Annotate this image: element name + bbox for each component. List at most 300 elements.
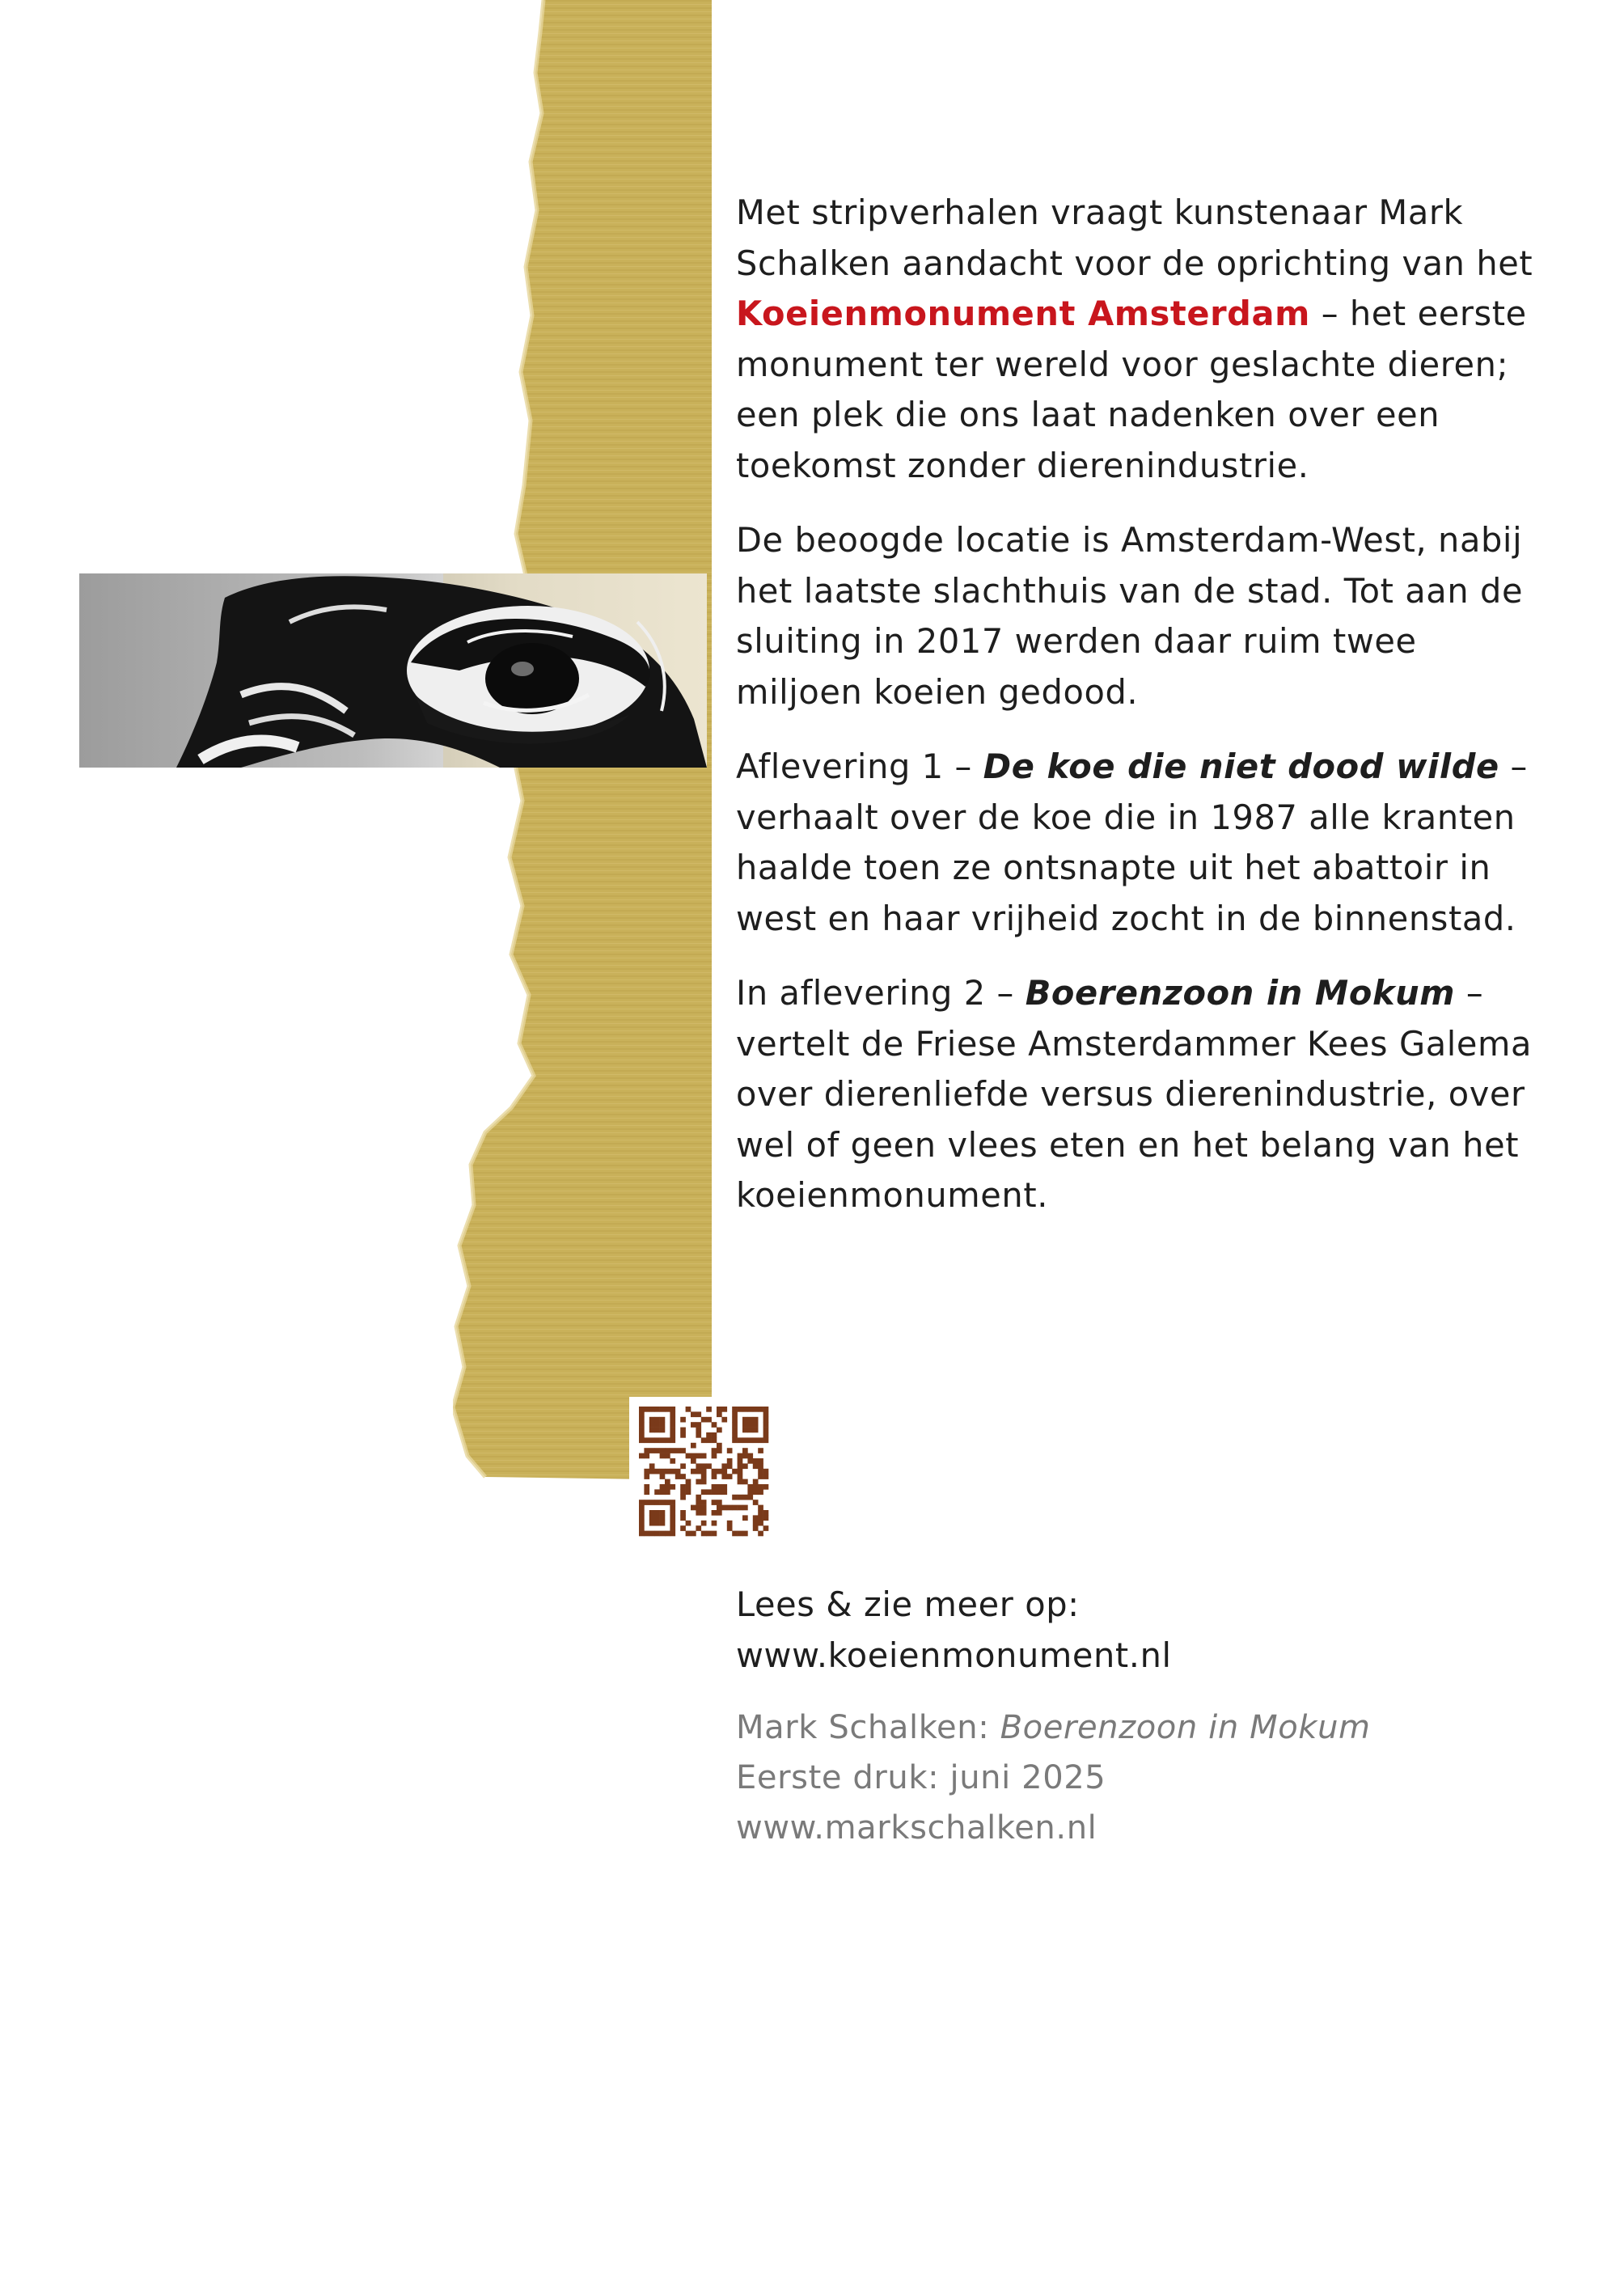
qr-module	[758, 1510, 763, 1516]
qr-module	[649, 1428, 655, 1433]
qr-module	[660, 1521, 666, 1526]
qr-module	[763, 1432, 769, 1438]
qr-module	[665, 1531, 670, 1537]
qr-module	[717, 1407, 722, 1412]
qr-module	[732, 1495, 738, 1500]
qr-module	[660, 1422, 666, 1428]
qr-module	[701, 1437, 707, 1443]
qr-module	[717, 1489, 722, 1495]
qr-module	[696, 1428, 701, 1433]
episode-2-paragraph	[736, 968, 1545, 1221]
more-label: Lees & zie meer op:	[736, 1584, 1080, 1624]
qr-module	[660, 1484, 666, 1490]
qr-module	[649, 1422, 655, 1428]
episode-2-text: – vertelt de Friese Amsterdammer Kees Galema over dierenliefde versus dierenindustrie, over wel of geen vlees eten en het belang van het koeienmonument.	[736, 973, 1533, 1215]
qr-module	[717, 1411, 722, 1417]
qr-module	[691, 1443, 696, 1449]
qr-module	[686, 1407, 691, 1412]
qr-module	[696, 1411, 701, 1417]
episode-1-lead: Aflevering 1 –	[736, 747, 983, 786]
qr-module	[680, 1515, 686, 1521]
qr-module	[758, 1505, 763, 1511]
qr-module	[732, 1469, 738, 1474]
qr-module	[639, 1531, 645, 1537]
qr-module	[660, 1474, 666, 1479]
qr-module	[732, 1422, 738, 1428]
qr-code[interactable]	[629, 1397, 778, 1546]
qr-module	[691, 1469, 696, 1474]
qr-module	[639, 1510, 645, 1516]
qr-module	[665, 1407, 670, 1412]
qr-module	[732, 1411, 738, 1417]
qr-module	[732, 1432, 738, 1438]
qr-module	[680, 1417, 686, 1423]
qr-module	[701, 1489, 707, 1495]
qr-module	[654, 1448, 660, 1453]
qr-module	[727, 1463, 733, 1469]
qr-module	[670, 1515, 675, 1521]
qr-module	[701, 1417, 707, 1423]
qr-module	[753, 1422, 759, 1428]
qr-module	[665, 1479, 670, 1485]
qr-module	[680, 1448, 686, 1453]
qr-module	[670, 1458, 675, 1464]
qr-module	[742, 1495, 748, 1500]
qr-module	[654, 1489, 660, 1495]
qr-module	[721, 1469, 727, 1474]
author-line	[736, 1703, 1371, 1753]
qr-module	[753, 1458, 759, 1464]
qr-module	[747, 1495, 753, 1500]
qr-module	[639, 1432, 645, 1438]
qr-module	[717, 1510, 722, 1516]
qr-module	[758, 1484, 763, 1490]
qr-module	[701, 1474, 707, 1479]
qr-module	[742, 1505, 748, 1511]
qr-module	[639, 1515, 645, 1521]
intro-text-continued: – het eerste monument ter wereld voor geslachte dieren; een plek die ons laat nadenken over een toekomst zonder dierenindustrie.	[736, 294, 1527, 485]
qr-module	[706, 1463, 712, 1469]
qr-module	[758, 1521, 763, 1526]
qr-module	[747, 1489, 753, 1495]
qr-module	[686, 1531, 691, 1537]
qr-module	[763, 1437, 769, 1443]
qr-module	[763, 1525, 769, 1531]
qr-module	[738, 1458, 743, 1464]
qr-module	[675, 1448, 681, 1453]
qr-module	[727, 1474, 733, 1479]
qr-module	[670, 1521, 675, 1526]
qr-module	[649, 1437, 655, 1443]
qr-module	[686, 1453, 691, 1459]
qr-module	[649, 1521, 655, 1526]
qr-module	[654, 1515, 660, 1521]
qr-module	[665, 1489, 670, 1495]
qr-module	[712, 1432, 717, 1438]
qr-module	[753, 1463, 759, 1469]
qr-module	[686, 1489, 691, 1495]
qr-module	[742, 1479, 748, 1485]
qr-module	[753, 1515, 759, 1521]
qr-module	[660, 1437, 666, 1443]
qr-module	[738, 1531, 743, 1537]
qr-module	[654, 1531, 660, 1537]
qr-module	[649, 1448, 655, 1453]
qr-module	[639, 1407, 645, 1412]
episode-2-lead: In aflevering 2 –	[736, 973, 1026, 1013]
qr-module	[763, 1428, 769, 1433]
qr-module	[717, 1500, 722, 1505]
episode-1-title: De koe die niet dood wilde	[983, 747, 1499, 786]
qr-module	[639, 1505, 645, 1511]
qr-module	[670, 1469, 675, 1474]
qr-module	[742, 1531, 748, 1537]
qr-module	[680, 1484, 686, 1490]
qr-module	[763, 1474, 769, 1479]
qr-module	[742, 1422, 748, 1428]
qr-module	[654, 1437, 660, 1443]
qr-module	[665, 1500, 670, 1505]
qr-module	[639, 1525, 645, 1531]
qr-module	[727, 1448, 733, 1453]
qr-module	[696, 1469, 701, 1474]
qr-module	[727, 1521, 733, 1526]
qr-module	[654, 1422, 660, 1428]
qr-module	[712, 1510, 717, 1516]
qr-module	[670, 1432, 675, 1438]
qr-module	[686, 1484, 691, 1490]
qr-module	[654, 1510, 660, 1516]
qr-module	[639, 1422, 645, 1428]
qr-module	[747, 1407, 753, 1412]
qr-module	[644, 1469, 649, 1474]
qr-module	[701, 1463, 707, 1469]
qr-module	[670, 1525, 675, 1531]
qr-module	[665, 1437, 670, 1443]
qr-module	[701, 1500, 707, 1505]
qr-module	[747, 1417, 753, 1423]
qr-module	[644, 1474, 649, 1479]
qr-module	[732, 1531, 738, 1537]
qr-module	[665, 1469, 670, 1474]
qr-module	[738, 1479, 743, 1485]
intro-text: Met stripverhalen vraagt kunstenaar Mark Schalken aandacht voor de oprichting van het	[736, 192, 1533, 283]
qr-module	[696, 1479, 701, 1485]
qr-module	[644, 1531, 649, 1537]
qr-module	[649, 1515, 655, 1521]
qr-module	[649, 1469, 655, 1474]
qr-module	[696, 1525, 701, 1531]
qr-module	[742, 1437, 748, 1443]
more-info	[736, 1580, 1172, 1681]
qr-module	[712, 1448, 717, 1453]
qr-module	[696, 1453, 701, 1459]
qr-module	[644, 1453, 649, 1459]
qr-module	[660, 1453, 666, 1459]
qr-module	[680, 1428, 686, 1433]
qr-module	[639, 1500, 645, 1505]
qr-module	[649, 1500, 655, 1505]
qr-module	[712, 1484, 717, 1490]
qr-module	[738, 1453, 743, 1459]
qr-module	[727, 1458, 733, 1464]
qr-module	[680, 1474, 686, 1479]
qr-module	[654, 1417, 660, 1423]
qr-module	[654, 1469, 660, 1474]
qr-module	[717, 1448, 722, 1453]
qr-module	[712, 1500, 717, 1505]
qr-module	[670, 1531, 675, 1537]
qr-module	[747, 1458, 753, 1464]
qr-module	[649, 1463, 655, 1469]
qr-module	[753, 1484, 759, 1490]
qr-module	[639, 1521, 645, 1526]
qr-module	[654, 1500, 660, 1505]
qr-module	[649, 1417, 655, 1423]
qr-module	[696, 1422, 701, 1428]
qr-module	[660, 1510, 666, 1516]
qr-module	[639, 1453, 645, 1459]
qr-module	[670, 1500, 675, 1505]
qr-module	[717, 1443, 722, 1449]
qr-module	[706, 1432, 712, 1438]
qr-module	[712, 1453, 717, 1459]
author-website-link[interactable]: www.markschalken.nl	[736, 1809, 1097, 1847]
qr-module	[691, 1411, 696, 1417]
qr-module	[732, 1437, 738, 1443]
qr-module	[721, 1484, 727, 1490]
qr-module	[696, 1495, 701, 1500]
qr-module	[738, 1505, 743, 1511]
episode-1-paragraph	[736, 742, 1545, 944]
qr-module	[747, 1437, 753, 1443]
qr-module	[742, 1407, 748, 1412]
qr-module	[747, 1422, 753, 1428]
qr-module	[738, 1463, 743, 1469]
qr-module	[696, 1500, 701, 1505]
qr-module	[701, 1531, 707, 1537]
qr-module	[670, 1428, 675, 1433]
qr-module	[763, 1422, 769, 1428]
qr-module	[665, 1484, 670, 1490]
qr-module	[644, 1437, 649, 1443]
qr-module	[742, 1428, 748, 1433]
qr-module	[701, 1510, 707, 1516]
qr-module	[639, 1437, 645, 1443]
qr-module	[717, 1469, 722, 1474]
qr-module	[654, 1407, 660, 1412]
qr-module	[649, 1407, 655, 1412]
qr-module	[706, 1489, 712, 1495]
qr-module	[680, 1525, 686, 1531]
intro-paragraph	[736, 188, 1545, 491]
qr-module	[680, 1510, 686, 1516]
qr-module	[717, 1428, 722, 1433]
qr-module	[712, 1474, 717, 1479]
qr-module	[712, 1422, 717, 1428]
book-title: Boerenzoon in Mokum	[1000, 1709, 1371, 1746]
qr-module	[691, 1422, 696, 1428]
qr-module	[706, 1437, 712, 1443]
qr-module	[691, 1531, 696, 1537]
qr-module	[691, 1505, 696, 1511]
qr-module	[639, 1417, 645, 1423]
qr-module	[742, 1463, 748, 1469]
qr-module	[696, 1463, 701, 1469]
qr-module	[738, 1474, 743, 1479]
qr-module	[670, 1407, 675, 1412]
qr-module	[753, 1407, 759, 1412]
cow-eye-drawing	[79, 573, 707, 768]
qr-module	[660, 1489, 666, 1495]
qr-module	[763, 1484, 769, 1490]
qr-module	[660, 1417, 666, 1423]
qr-module	[717, 1505, 722, 1511]
qr-module	[742, 1417, 748, 1423]
qr-module	[747, 1428, 753, 1433]
qr-module	[654, 1428, 660, 1433]
qr-module	[753, 1525, 759, 1531]
qr-module	[753, 1489, 759, 1495]
qr-module	[758, 1489, 763, 1495]
qr-module	[753, 1437, 759, 1443]
colophon	[736, 1703, 1371, 1853]
qr-module	[660, 1531, 666, 1537]
qr-module	[654, 1521, 660, 1526]
qr-module	[758, 1515, 763, 1521]
qr-module	[763, 1407, 769, 1412]
qr-module	[712, 1489, 717, 1495]
qr-module	[758, 1407, 763, 1412]
qr-module	[742, 1448, 748, 1453]
qr-module	[721, 1417, 727, 1423]
qr-module	[701, 1469, 707, 1474]
qr-module	[721, 1463, 727, 1469]
qr-module	[763, 1469, 769, 1474]
qr-module	[758, 1474, 763, 1479]
qr-module	[706, 1417, 712, 1423]
qr-module	[644, 1484, 649, 1490]
qr-module	[686, 1521, 691, 1526]
episode-1-text: – verhaalt over de koe die in 1987 alle kranten haalde toen ze ontsnapte uit het abattoir in west en haar vrijheid zocht in de binnenstad.	[736, 747, 1528, 938]
qr-module	[732, 1407, 738, 1412]
qr-module	[732, 1417, 738, 1423]
qr-module	[732, 1505, 738, 1511]
qr-module	[680, 1432, 686, 1438]
qr-module	[717, 1484, 722, 1490]
qr-module	[644, 1500, 649, 1505]
qr-module	[758, 1463, 763, 1469]
qr-module	[670, 1448, 675, 1453]
qr-module	[753, 1500, 759, 1505]
qr-module	[660, 1500, 666, 1505]
episode-2-title: Boerenzoon in Mokum	[1025, 973, 1456, 1013]
qr-module	[675, 1469, 681, 1474]
qr-module	[701, 1479, 707, 1485]
author-name: Mark Schalken:	[736, 1709, 1000, 1746]
qr-module	[701, 1521, 707, 1526]
qr-module	[721, 1505, 727, 1511]
qr-module	[753, 1417, 759, 1423]
qr-module	[738, 1495, 743, 1500]
qr-module	[763, 1515, 769, 1521]
qr-module	[712, 1437, 717, 1443]
qr-module	[727, 1525, 733, 1531]
qr-module	[738, 1407, 743, 1412]
qr-module	[712, 1521, 717, 1526]
qr-module	[691, 1458, 696, 1464]
qr-module	[758, 1531, 763, 1537]
qr-module	[665, 1453, 670, 1459]
qr-module	[644, 1489, 649, 1495]
qr-module	[742, 1515, 748, 1521]
qr-module	[670, 1417, 675, 1423]
qr-module	[721, 1489, 727, 1495]
qr-module	[753, 1428, 759, 1433]
qr-module	[680, 1489, 686, 1495]
qr-module	[721, 1474, 727, 1479]
qr-module	[691, 1453, 696, 1459]
qr-module	[639, 1411, 645, 1417]
qr-module	[644, 1448, 649, 1453]
website-link[interactable]: www.koeienmonument.nl	[736, 1635, 1172, 1675]
qr-module	[660, 1448, 666, 1453]
qr-module	[763, 1510, 769, 1516]
qr-module	[701, 1505, 707, 1511]
qr-module	[706, 1407, 712, 1412]
qr-module	[696, 1432, 701, 1438]
qr-module	[696, 1505, 701, 1511]
qr-module	[680, 1495, 686, 1500]
qr-module	[706, 1531, 712, 1537]
qr-module	[660, 1515, 666, 1521]
qr-module	[712, 1469, 717, 1474]
qr-module	[670, 1437, 675, 1443]
qr-module	[670, 1510, 675, 1516]
qr-module	[727, 1505, 733, 1511]
qr-module	[660, 1428, 666, 1433]
qr-module	[712, 1531, 717, 1537]
qr-module	[738, 1469, 743, 1474]
qr-module	[644, 1407, 649, 1412]
qr-module	[675, 1474, 681, 1479]
qr-module	[742, 1453, 748, 1459]
qr-module	[732, 1428, 738, 1433]
qr-module	[738, 1437, 743, 1443]
qr-module	[753, 1479, 759, 1485]
qr-module	[680, 1463, 686, 1469]
qr-module	[670, 1505, 675, 1511]
qr-module	[763, 1417, 769, 1423]
qr-module	[758, 1437, 763, 1443]
qr-module	[763, 1411, 769, 1417]
qr-module	[758, 1448, 763, 1453]
edition-line: Eerste druk: juni 2025	[736, 1759, 1106, 1796]
qr-module	[649, 1510, 655, 1516]
qr-module	[747, 1453, 753, 1459]
qr-module	[649, 1531, 655, 1537]
qr-module	[670, 1422, 675, 1428]
qr-module	[701, 1453, 707, 1459]
monument-name: Koeienmonument Amsterdam	[736, 294, 1310, 333]
qr-module	[665, 1448, 670, 1453]
qr-module	[660, 1407, 666, 1412]
qr-module	[660, 1469, 666, 1474]
qr-module	[747, 1484, 753, 1490]
qr-module	[686, 1479, 691, 1485]
location-paragraph: De beoogde locatie is Amsterdam-West, nabij het laatste slachthuis van de stad. Tot aan de sluiting in 2017 werden daar ruim twee miljoen koeien gedood.	[736, 520, 1524, 712]
qr-module	[670, 1411, 675, 1417]
